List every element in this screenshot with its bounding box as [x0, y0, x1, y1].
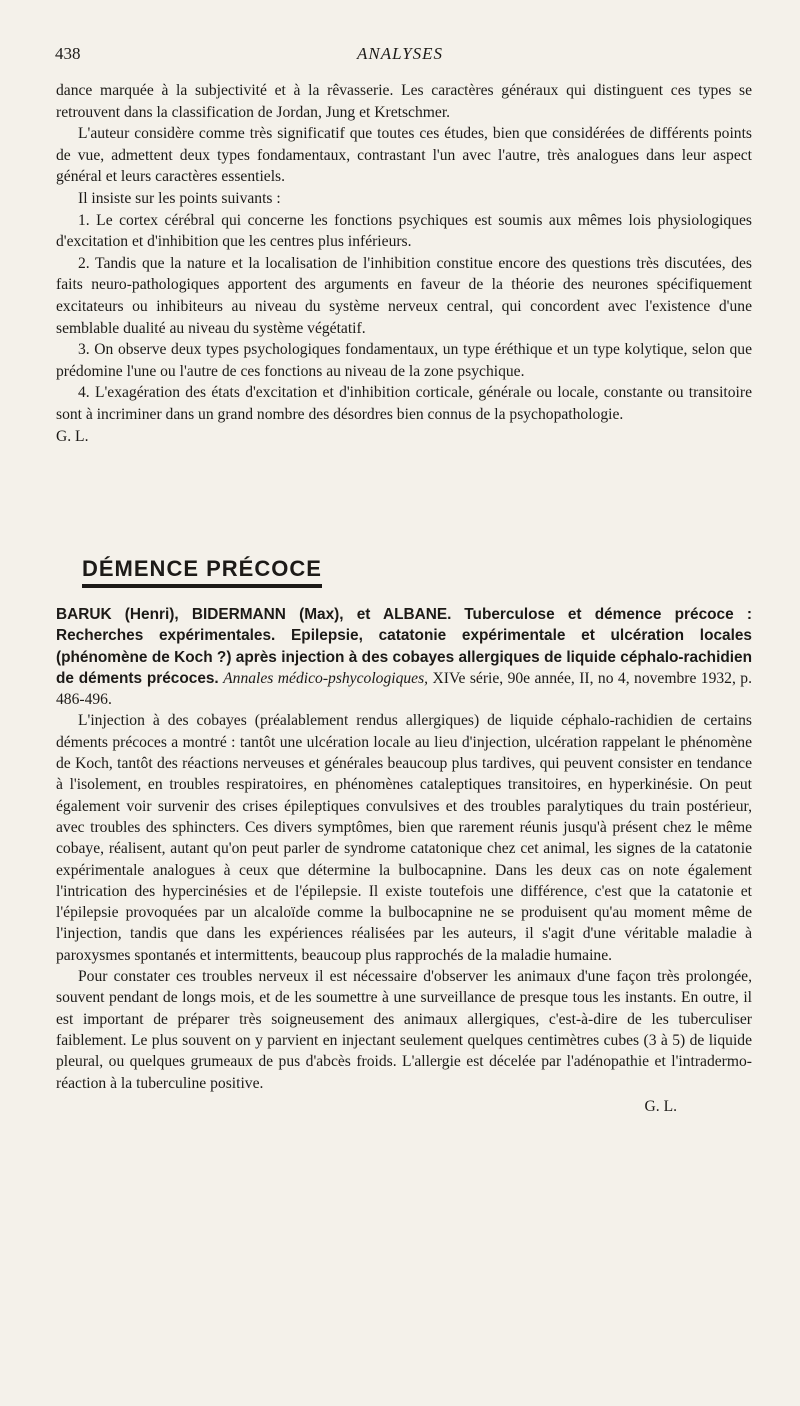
article-journal: Annales médico-pshycologiques, — [223, 669, 429, 687]
paragraph: Il insiste sur les points suivants : — [78, 189, 281, 207]
running-head — [55, 44, 745, 66]
previous-review — [56, 80, 752, 447]
section-title: DÉMENCE PRÉCOCE — [82, 556, 322, 588]
paragraph: L'auteur considère comme très significatif que toutes ces études, bien que considérées de différents points de vue, admettent deux types fondamentaux, contrastant l'un avec l'autre, très analogues dans leur aspect général et leurs caractères essentiels. — [56, 125, 752, 186]
paragraph: dance marquée à la subjectivité et à la rêvasserie. Les caractères généraux qui distinguent ces types se retrouvent dans la classification de Jordan, Jung et Kretschmer. — [56, 82, 752, 121]
numbered-point: 4. L'exagération des états d'excitation et d'inhibition corticale, générale ou locale, constante ou transitoire sont à incriminer dans un grand nombre des désordres bien connus de la psychopathologie. — [56, 384, 752, 423]
paragraph: Pour constater ces troubles nerveux il est nécessaire d'observer les animaux d'une façon très prolongée, souvent pendant de longs mois, et de les soumettre à une surveillance de presque tous les instants. En outre, il est important de préparer très soigneusement des animaux allergiques, c'est-à-dire de les tuberculiser faiblement. Le plus souvent on y parvient en injectant seulement quelques centimètres cubes (3 à 5) de liquide pleural, ou quelques grumeaux de pus d'abcès froids. L'allergie est décelée par l'adénopathie et l'intradermo-réaction à la tuberculine positive. — [56, 968, 752, 1092]
numbered-point: 3. On observe deux types psychologiques fondamentaux, un type éréthique et un type kolytique, selon que prédomine l'une ou l'autre de ces fonctions au niveau de la zone psychique. — [56, 341, 752, 380]
section-heading — [82, 556, 322, 588]
numbered-point: 1. Le cortex cérébral qui concerne les fonctions psychiques est soumis aux mêmes lois physiologiques d'excitation et d'inhibition que les centres plus inférieurs. — [56, 211, 752, 251]
article-authors: BARUK (Henri), BIDERMANN (Max), et ALBANE. — [56, 606, 452, 623]
article-title: Tuberculose et démence précoce : Recherches expérimentales. Epilepsie, catatonie expérimentale et ulcération locales (phénomène de Koch ?) après injection à des cobayes allergiques de liquide céphalo-rachidien de déments précoces. — [56, 606, 752, 687]
paragraph: L'injection à des cobayes (préalablement rendus allergiques) de liquide céphalo-rachidien de certains déments précoces a montré : tantôt une ulcération locale au lieu d'injection, ulcération rappelant le phénomène de Koch, tantôt des réactions nerveuses et générales beaucoup plus tardives, qui peuvent consister en tendance à l'isolement, en troubles respiratoires, en phénomènes cataleptiques transitoires, en hyperkinésie. On peut également voir survenir des crises épileptiques convulsives et des troubles paralytiques du train postérieur, avec troubles des sphincters. Ces divers symptômes, bien que rarement réunis jusqu'à présent chez le même cobaye, réalisent, autant qu'on peut parler de syndrome catatonique chez cet animal, les signes de la catatonie expérimentale analogues à ceux que détermine la bulbocapnine. Dans les deux cas on note également l'intrication des hypercinésies et de l'épilepsie. Il existe toutefois une différence, c'est que la catatonie et l'épilepsie provoquées par un alcaloïde comme la bulbocapnine ne se produisent qu'au moment même de l'injection, tandis que dans les expériences réalisées par les auteurs, il s'agit d'une véritable maladie à paroxysmes spontanés et intermittents, beaucoup plus rapprochés de la maladie humaine. — [56, 712, 752, 964]
numbered-point: 2. Tandis que la nature et la localisation de l'inhibition constitue encore des questions très discutées, des faits neuro-pathologiques apportent des arguments en faveur de la théorie des neurones spécifiquement excitateurs ou inhibiteurs au niveau du système nerveux central, qui concordent avec l'existence d'une semblable dualité au niveau du système végétatif. — [56, 254, 752, 337]
article-reference: XIVe série, 90e année, II, no 4, novembre 1932, p. 486-496. — [56, 669, 752, 709]
signature: G. L. — [644, 1097, 677, 1115]
article-citation — [56, 604, 752, 710]
signature: G. L. — [56, 427, 89, 445]
page-number: 438 — [55, 44, 81, 63]
running-title: ANALYSES — [356, 44, 444, 63]
article-review — [56, 604, 752, 1117]
